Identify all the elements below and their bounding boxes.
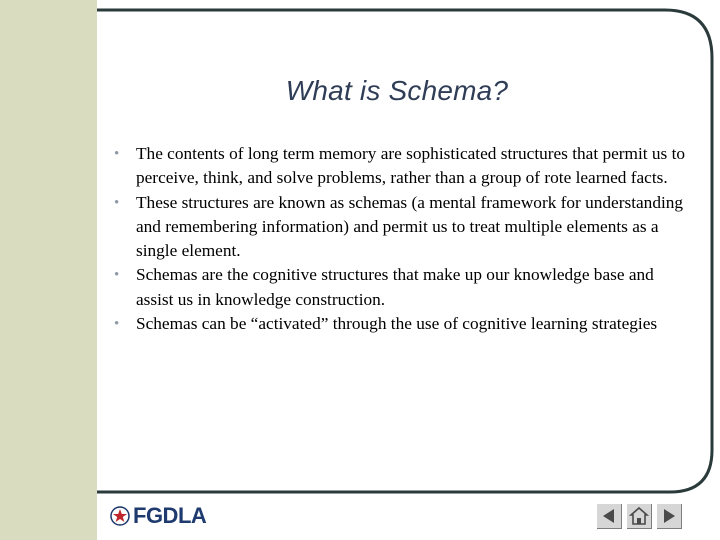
bullet-dot-icon: •	[114, 267, 120, 284]
bullet-text: Schemas can be “activated” through the use of cognitive learning strategies	[136, 314, 658, 334]
previous-slide-button[interactable]	[596, 503, 622, 529]
bullet-dot-icon: •	[114, 194, 120, 211]
bullet-item	[114, 191, 694, 264]
home-button[interactable]	[626, 503, 652, 529]
previous-arrow-icon	[596, 503, 622, 529]
bullet-text: The contents of long term memory are sophisticated structures that permit us to perceive, think, and solve problems, rather than a group of rote learned facts.	[136, 144, 686, 188]
home-icon	[626, 503, 652, 529]
bullet-item	[114, 263, 694, 312]
fgdla-logo	[110, 503, 206, 529]
bullet-dot-icon: •	[114, 146, 120, 162]
next-arrow-icon	[656, 503, 682, 529]
bullet-list	[114, 142, 694, 336]
star-seal-icon	[110, 506, 130, 526]
next-slide-button[interactable]	[656, 503, 682, 529]
bullet-item	[114, 312, 694, 336]
bullet-text: Schemas are the cognitive structures that make up our knowledge base and assist us in knowledge construction.	[136, 265, 654, 309]
bullet-dot-icon: •	[114, 316, 120, 333]
slide-title: What is Schema?	[285, 75, 509, 106]
bullet-text: These structures are known as schemas (a mental framework for understanding and remembering information) and permit us to treat multiple elements as a single element.	[136, 192, 684, 261]
logo-text: FGDLA	[133, 503, 207, 528]
bullet-item	[114, 142, 694, 191]
